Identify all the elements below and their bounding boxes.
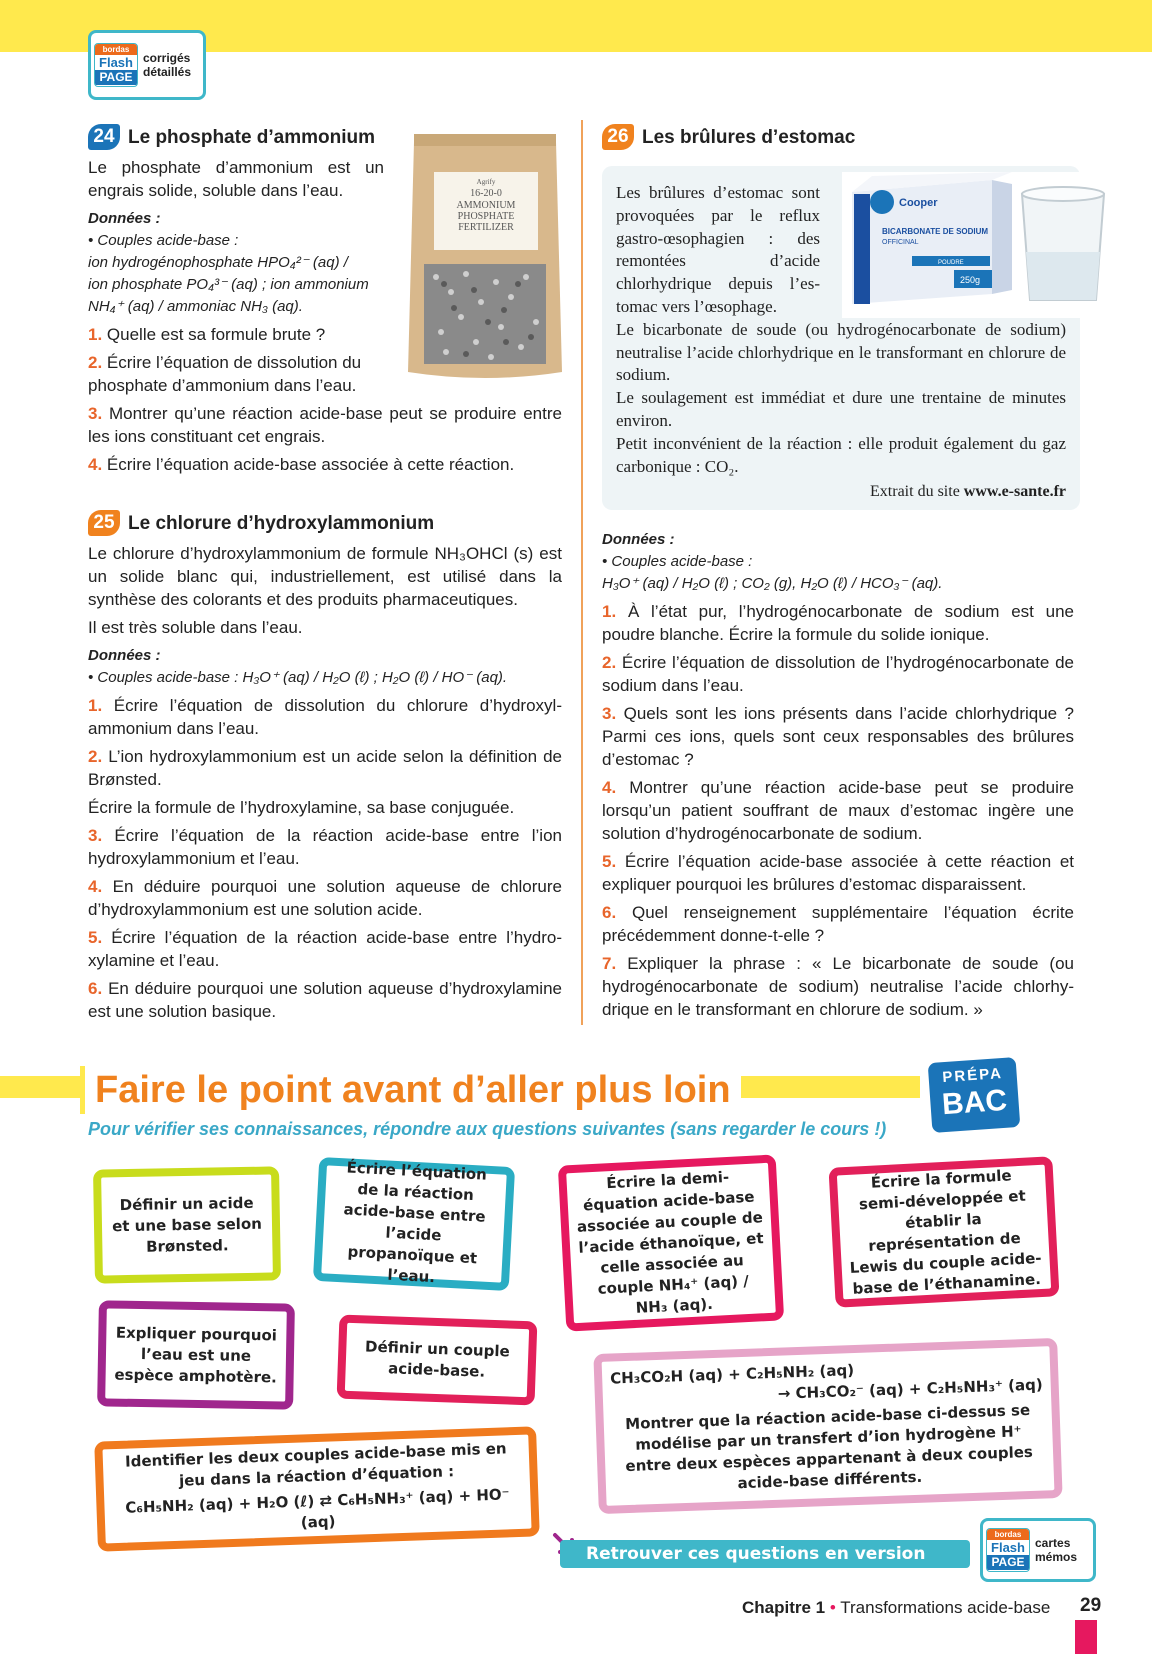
question-1 xyxy=(602,600,1074,646)
flash-page-badge-bottom[interactable] xyxy=(980,1518,1096,1582)
card-text: Identifier les deux couples acide-base mis en jeu dans la réaction d’équation : xyxy=(124,1439,507,1490)
question-text: Écrire l’équation de dissolution du chlorure d’hydroxylammonium dans l’eau. xyxy=(88,696,562,738)
card-equation: → CH₃CO₂⁻ (aq) + C₂H₅NH₃⁺ (aq) xyxy=(777,1375,1043,1403)
exercise-number-badge: 24 xyxy=(88,124,120,150)
question-text: Écrire l’équation de dissolution de l’hydrogénocarbonate de sodium dans l’eau. xyxy=(602,653,1074,695)
card-text: Écrire la formule semi-développée et établir la représentation de Lewis du couple acide-base de l’éthanamine. xyxy=(849,1166,1042,1298)
brand-label: bordas xyxy=(987,1529,1029,1540)
question-number: 4. xyxy=(602,778,617,797)
data-heading: Données : xyxy=(602,531,675,548)
review-card xyxy=(828,1156,1059,1308)
bag-grade: 16-20-0 xyxy=(470,188,502,199)
question-6 xyxy=(88,977,562,1023)
question-text: Écrire l’équation acide-base associée à cette réaction et expliquer pourquoi les brûlures d’estomac disparaissent. xyxy=(602,852,1074,894)
card-text: Écrire la demi-équation acide-base associée au couple de l’acide éthanoïque, et celle associée au couple NH₄⁺ (aq) / NH₃ (aq). xyxy=(576,1167,764,1317)
question-2 xyxy=(602,651,1074,697)
question-text: À l’état pur, l’hydrogénocarbonate de sodium est une poudre blanche. Écrire la formule du solide ionique. xyxy=(602,602,1074,644)
bag-brand: Agrify xyxy=(476,178,496,186)
section-subtitle: Pour vérifier ses connaissances, répondre aux questions suivantes (sans regarder le cours !) xyxy=(88,1119,887,1139)
prepa-label: PRÉPA xyxy=(941,1064,1004,1087)
exercise-26-title-wrap xyxy=(602,124,1072,156)
bag-line: PHOSPHATE xyxy=(457,211,515,222)
card-text: Écrire l’équation de la réaction acide-base entre l’acide propanoïque et l’eau. xyxy=(343,1158,488,1287)
page-label: PAGE xyxy=(95,70,137,85)
exercise-intro: Le chlorure d’hydroxylammonium de formule NH₃OHCl (s) est un solide blanc qui, industriellement, est utilisé dans la synthèse des colorants et des produits pharmaceutiques. xyxy=(88,544,562,609)
question-text: Écrire l’équation de dissolution du phosphate d’ammonium dans l’eau. xyxy=(88,353,362,395)
flash-page-badge-top[interactable] xyxy=(88,30,206,100)
question-number: 2. xyxy=(88,353,103,372)
exercise-number-badge: 25 xyxy=(88,510,120,536)
page-footer xyxy=(742,1596,1050,1619)
box-label: OFFICINAL xyxy=(882,239,919,246)
document-paragraph: Les brûlures d’estomac sont provoquées par le reflux gastro-œsophagien : des remontées d’acide chlorhydrique depuis l’estomac vers l’œsophage. xyxy=(616,183,820,316)
document-paragraph: Le soulagement est immédiat et dure une trentaine de minutes environ. xyxy=(616,388,1066,430)
card-text: Définir un couple acide-base. xyxy=(364,1337,510,1381)
flash-page-logo xyxy=(94,43,138,87)
review-card xyxy=(97,1300,295,1409)
question-4 xyxy=(88,453,562,476)
data-line: • Couples acide-base : xyxy=(602,553,753,570)
question-text: Quels sont les ions présents dans l’acide chlorhydrique ? Parmi ces ions, quels sont ceux responsables des brûlures d’estomac ? xyxy=(602,704,1074,769)
flash-label: Flash xyxy=(991,1540,1025,1555)
card-text: Définir un acide et une base selon Brønsted. xyxy=(111,1193,262,1256)
question-3 xyxy=(88,402,562,448)
question-text: Expliquer la phrase : « Le bicarbonate de soude (ou hydrogénocarbonate de sodium) neutralise l’acide chlorhydrique en le transformant en chlorure de sodium. » xyxy=(602,954,1074,1019)
question-number: 3. xyxy=(88,404,103,423)
question-4 xyxy=(88,875,562,921)
flash-line2: détaillés xyxy=(143,65,192,79)
box-weight: 250g xyxy=(960,275,981,285)
exercise-title-text: Le chlorure d’hydroxylammonium xyxy=(128,512,435,534)
card-text: Montrer que la réaction acide-base ci-dessus se modélise par un transfert d’ion hydrogène H⁺ entre deux espèces appartenant à deux couples acide-base différents. xyxy=(624,1400,1034,1493)
review-card xyxy=(337,1315,538,1406)
exercise-26-body xyxy=(602,528,1074,1026)
page-label: PAGE xyxy=(987,1555,1029,1570)
exercise-title-text: Le phosphate d’ammonium xyxy=(128,126,376,148)
card-text: Expliquer pourquoi l’eau est une espèce amphotère. xyxy=(114,1323,278,1386)
digital-version-link[interactable]: Retrouver ces questions en version numérique xyxy=(560,1540,970,1568)
question-number: 4. xyxy=(88,455,103,474)
page-number: 29 xyxy=(1080,1595,1102,1616)
brand-label: bordas xyxy=(95,44,137,55)
data-line: • Couples acide-base : xyxy=(88,232,239,249)
page-corner-tab xyxy=(1075,1620,1097,1654)
question-number: 6. xyxy=(602,903,617,922)
box-label: BICARBONATE DE SODIUM xyxy=(882,227,989,236)
box-label: POUDRE xyxy=(938,260,964,266)
document-text xyxy=(616,182,1066,478)
footer-dot: • xyxy=(829,1598,836,1617)
question-2 xyxy=(88,745,562,791)
question-number: 3. xyxy=(88,826,103,845)
question-7 xyxy=(602,952,1074,1021)
question-3 xyxy=(602,702,1074,771)
data-heading: Données : xyxy=(88,647,161,664)
question-number: 5. xyxy=(602,852,617,871)
question-2-followup: Écrire la formule de l’hydroxylamine, sa base conjuguée. xyxy=(88,798,515,817)
question-text: En déduire pourquoi une solution aqueuse d’hydroxylamine est une solution basique. xyxy=(88,979,562,1021)
data-line: NH₄⁺ (aq) / ammoniac NH₃ (aq). xyxy=(88,298,303,315)
question-2 xyxy=(88,351,384,397)
review-card-equation xyxy=(593,1338,1062,1514)
box-brand: Cooper xyxy=(899,197,938,209)
question-text: L’ion hydroxylammonium est un acide selon la définition de Brønsted. xyxy=(88,747,562,789)
card-equation: C₆H₅NH₂ (aq) + H₂O (ℓ) ⇄ C₆H₅NH₃⁺ (aq) + HO⁻ (aq) xyxy=(125,1485,510,1532)
flash-line1: cartes xyxy=(1035,1536,1071,1550)
review-card xyxy=(93,1166,281,1283)
question-text: Montrer qu’une réaction acide-base peut se produire lorsqu’un patient souffrant de maux d’estomac ingère une solution d’hydrogénocarbonate de sodium. xyxy=(602,778,1074,843)
question-text: Montrer qu’une réaction acide-base peut se produire entre les ions constituant cet engrais. xyxy=(88,404,562,446)
exercise-number-badge: 26 xyxy=(602,124,634,150)
flash-badge-text xyxy=(141,51,197,79)
bag-line: AMMONIUM xyxy=(456,200,516,211)
question-number: 6. xyxy=(88,979,103,998)
question-number: 1. xyxy=(88,325,103,344)
exercise-25 xyxy=(88,510,562,1028)
review-card xyxy=(313,1157,515,1291)
question-number: 5. xyxy=(88,928,103,947)
question-number: 7. xyxy=(602,954,617,973)
source-prefix: Extrait du site xyxy=(870,483,960,500)
question-text: Écrire l’équation de la réaction acide-base entre l’ion hydroxylammonium et l’eau. xyxy=(88,826,562,868)
flash-line1: corrigés xyxy=(143,51,191,65)
section-title-bar-left xyxy=(0,1076,80,1098)
question-number: 4. xyxy=(88,877,103,896)
question-1 xyxy=(88,694,562,740)
column-divider xyxy=(581,120,583,1025)
question-number: 1. xyxy=(602,602,617,621)
data-heading: Données : xyxy=(88,210,161,227)
question-text: Quel renseignement supplémentaire l’équation écrite précédemment donne-t-elle ? xyxy=(602,903,1074,945)
card-equation: CH₃CO₂H (aq) + C₂H₅NH₂ (aq) xyxy=(609,1361,855,1388)
review-card-equation xyxy=(94,1426,540,1551)
question-number: 3. xyxy=(602,704,617,723)
bac-label: BAC xyxy=(940,1083,1009,1122)
bag-line: FERTILIZER xyxy=(458,222,514,233)
question-number: 1. xyxy=(88,696,103,715)
question-3 xyxy=(88,824,562,870)
data-line: • Couples acide-base : H₃O⁺ (aq) / H₂O (ℓ) ; H₂O (ℓ) / HO⁻ (aq). xyxy=(88,669,508,686)
exercise-intro: Il est très soluble dans l’eau. xyxy=(88,618,303,637)
question-text: Quelle est sa formule brute ? xyxy=(106,325,326,344)
document-paragraph: Petit inconvénient de la réaction : elle produit également du gaz carbonique : CO₂. xyxy=(616,433,1066,476)
question-4 xyxy=(602,776,1074,845)
question-5 xyxy=(88,926,562,972)
exercise-intro: Le phosphate d’ammonium est un engrais solide, soluble dans l’eau. xyxy=(88,158,384,200)
question-6 xyxy=(602,901,1074,947)
fertilizer-bag-image xyxy=(406,132,564,382)
source-site[interactable]: www.e-sante.fr xyxy=(963,483,1066,500)
flash-page-logo xyxy=(986,1528,1030,1572)
document-source xyxy=(870,480,1066,503)
question-number: 2. xyxy=(88,747,103,766)
exercise-26-title xyxy=(602,124,1072,150)
flash-line2: mémos xyxy=(1035,1550,1078,1564)
flash-badge-text xyxy=(1033,1536,1083,1564)
data-line: ion hydrogénophosphate HPO₄²⁻ (aq) / xyxy=(88,254,348,271)
footer-title: Transformations acide-base xyxy=(840,1598,1051,1617)
question-number: 2. xyxy=(602,653,617,672)
exercise-title-text: Les brûlures d’estomac xyxy=(642,126,856,148)
flash-label: Flash xyxy=(99,55,133,70)
question-text: Écrire l’équation acide-base associée à cette réaction. xyxy=(106,455,515,474)
question-text: En déduire pourquoi une solution aqueuse de chlorure d’hydroxylammonium est une solution acide. xyxy=(88,877,562,919)
question-text: Écrire l’équation de la réaction acide-base entre l’hydroxylamine et l’eau. xyxy=(88,928,562,970)
footer-chapter: Chapitre 1 xyxy=(742,1598,826,1617)
data-line: H₃O⁺ (aq) / H₂O (ℓ) ; CO₂ (g), H₂O (ℓ) / HCO₃⁻ (aq). xyxy=(602,575,943,592)
document-paragraph: Le bicarbonate de soude (ou hydrogénocarbonate de sodium) neutralise l’acide chlorhydrique en le transformant en chlorure de sodium. xyxy=(616,319,1066,385)
prepa-bac-badge xyxy=(928,1057,1021,1133)
exercise-25-title xyxy=(88,510,562,536)
review-card xyxy=(558,1154,784,1331)
question-5 xyxy=(602,850,1074,896)
data-line: ion phosphate PO₄³⁻ (aq) ; ion ammonium xyxy=(88,276,369,293)
section-title: Faire le point avant d’aller plus loin xyxy=(80,1066,741,1114)
